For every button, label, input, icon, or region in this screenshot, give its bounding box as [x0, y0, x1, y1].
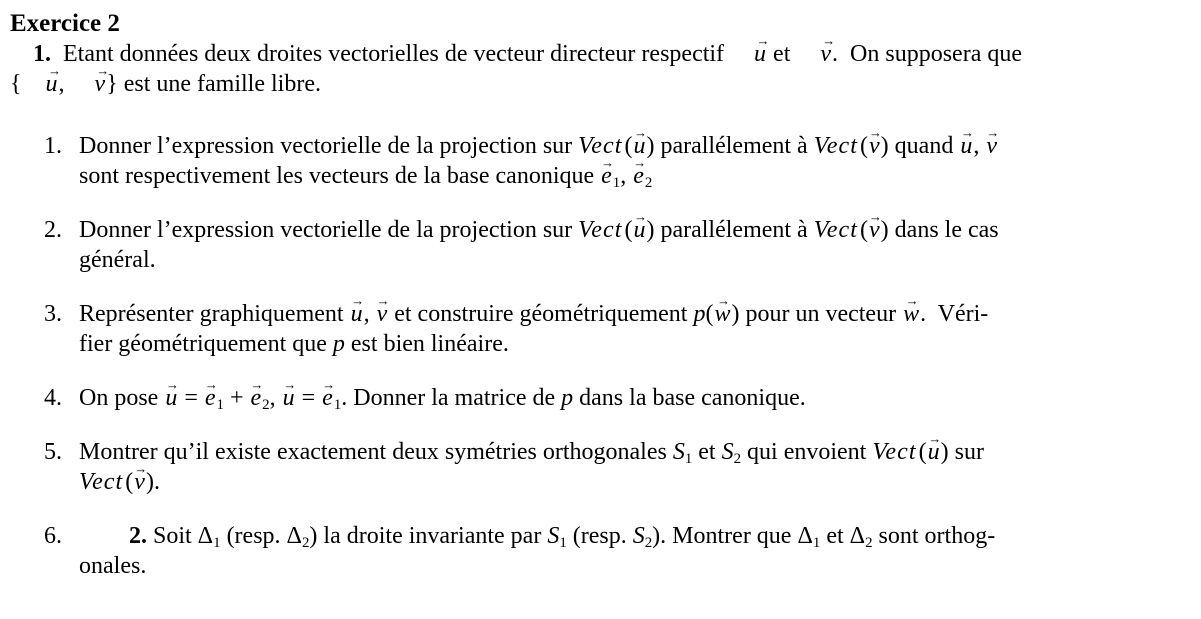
question-item-6	[44, 521, 1181, 581]
question-item-4	[44, 383, 1181, 413]
exercise-title: Exercice 2	[10, 10, 120, 37]
question-item-3	[44, 299, 1181, 359]
question-text: Donner l’expression vectorielle de la projection sur Vect(u →) parallélement à Vect(v →) dans le cas général.	[79, 215, 1181, 275]
question-item-2	[44, 215, 1181, 275]
question-list	[10, 131, 1181, 581]
question-text: On pose u → = $e \to_1 + e \to_2$, u → = $e \to_1$. Donner la matrice de p dans la base canonique.	[79, 383, 1181, 413]
question-number: 4.	[44, 385, 62, 411]
question-number: 6.	[44, 523, 62, 549]
question-text: Représenter graphiquement u →, v → et construire géométriquement p(w →) pour un vecteur w →. Véri- fier géométriquement que p est bien linéaire.	[79, 299, 1181, 359]
question-number: 5.	[44, 439, 62, 465]
question-item-5	[44, 437, 1181, 497]
question-item-1	[44, 131, 1181, 191]
question-text: Montrer qu’il existe exactement deux symétries orthogonales $S_1$ et $S_2$ qui envoient Vect(u →) sur Vect(v →).	[79, 437, 1181, 497]
question-number: 2.	[44, 217, 62, 243]
question-text: 2. Soit $\Delta_1$ (resp. $\Delta_2$) la droite invariante par $S_1$ (resp. $S_2$). Montrer que $\Delta_1$ et $\Delta_2$ sont orthog- onales.	[79, 523, 996, 579]
intro-paragraph: 1. Etant données deux droites vectorielles de vecteur directeur respectif u → et v →. On supposera que { u →, v →} est une famille libre.	[10, 39, 1181, 99]
question-text: Donner l’expression vectorielle de la projection sur Vect(u →) parallélement à Vect(v →) quand u →, v → sont respectivement les vecteurs de la base canonique $e \to_1$, $e \to_2$	[79, 131, 1181, 191]
question-number: 3.	[44, 301, 62, 327]
question-number: 1.	[44, 133, 62, 159]
